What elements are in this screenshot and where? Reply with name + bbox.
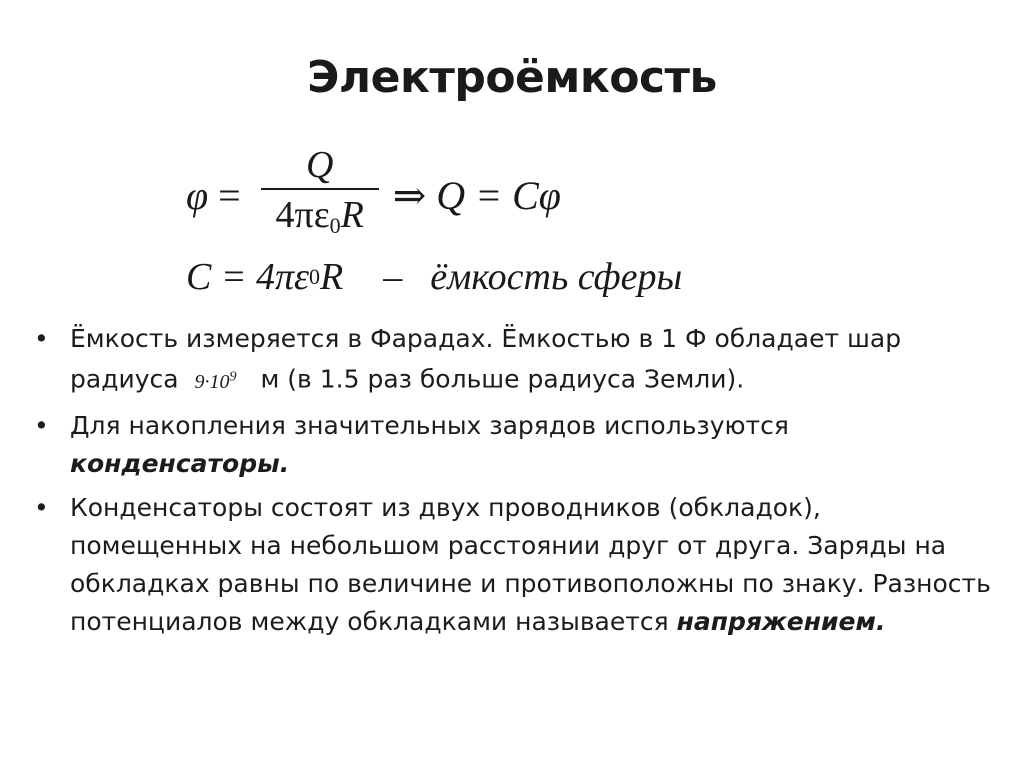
bullet-item-farad <box>34 320 994 401</box>
bullet-text: Для накопления значительных зарядов используются <box>70 410 789 440</box>
bullet-list <box>34 320 994 647</box>
denominator-subscript: 0 <box>329 212 341 238</box>
radius-base: 9·10 <box>194 370 230 393</box>
denominator-r: R <box>340 193 364 236</box>
radius-value <box>195 371 237 393</box>
bullet-item-plates <box>34 489 994 641</box>
capacitance-expr: C = 4πε <box>186 256 309 298</box>
fraction-bar <box>261 188 379 190</box>
bullet-marker: • <box>34 492 49 522</box>
fraction <box>261 144 379 247</box>
bullet-emphasis: конденсаторы. <box>70 448 290 478</box>
denominator-main: 4πε <box>275 193 330 236</box>
sphere-capacitance-formula <box>186 252 806 302</box>
bullet-emphasis: напряжением. <box>676 606 886 636</box>
bullet-marker: • <box>34 410 49 440</box>
bullet-marker: • <box>34 324 49 353</box>
bullet-text-cont: м (в 1.5 раз больше радиуса Земли). <box>260 364 745 394</box>
formula-caption: ёмкость сферы <box>430 256 683 298</box>
radius-exponent: 9 <box>229 369 237 384</box>
implies-arrow: ⇒ <box>392 172 427 218</box>
bullet-text: Конденсаторы состоят из двух проводников (обкладок), помещенных на небольшом расстоянии друг от друга. Заряды на обкладках равны по величине и противоположны по знаку. Разность потенциалов между обкладками называется <box>70 492 991 636</box>
capacitance-subscript: 0 <box>309 264 320 289</box>
bullet-text: Ёмкость измеряется в Фарадах. Ёмкостью в 1 Ф обладает шар радиуса <box>70 324 902 394</box>
capacitance-r: R <box>320 256 344 298</box>
slide-title: Электроёмкость <box>307 52 717 103</box>
bullet-item-capacitors <box>34 407 994 483</box>
phi-symbol: φ <box>186 172 209 218</box>
potential-formula <box>186 140 606 250</box>
formula-dash: – <box>383 256 403 298</box>
charge-relation: Q = Cφ <box>436 172 561 218</box>
fraction-numerator: Q <box>305 143 334 186</box>
equals-sign: = <box>218 172 241 218</box>
fraction-denominator <box>270 194 370 247</box>
